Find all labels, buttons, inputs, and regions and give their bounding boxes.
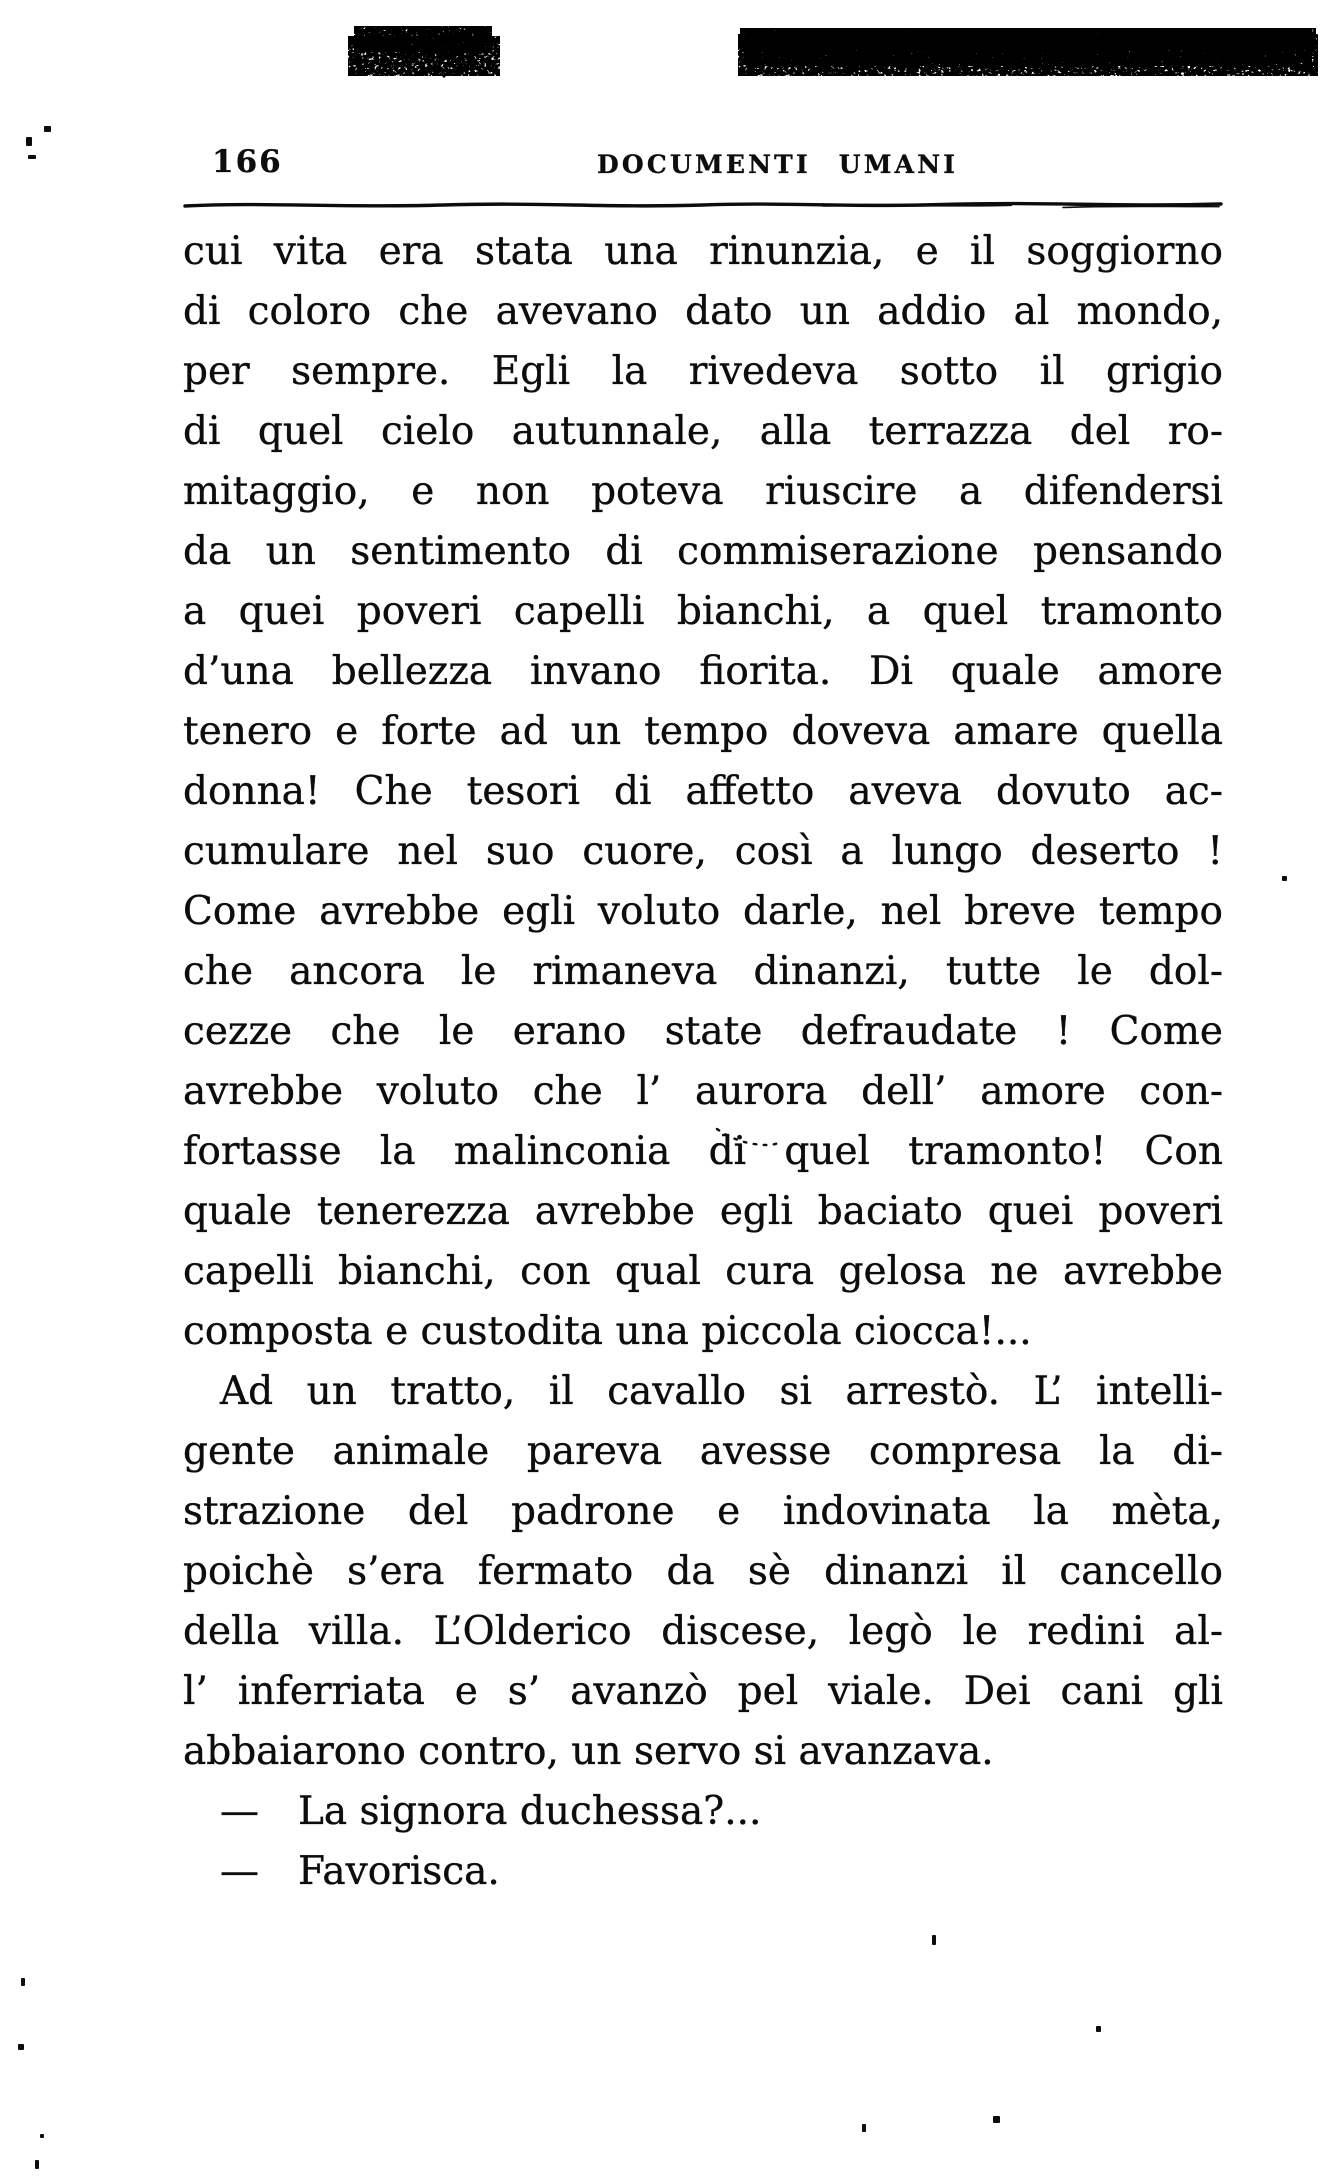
text-line: mitaggio, e non poteva riuscire a difendersi bbox=[183, 469, 1223, 514]
dialogue-line: — La signora duchessa?... bbox=[220, 1789, 762, 1834]
dialogue-line: — Favorisca. bbox=[220, 1849, 500, 1894]
text-line: d’una bellezza invano fiorita. Di quale amore bbox=[183, 649, 1223, 694]
text-line: della villa. L’Olderico discese, legò le redini al- bbox=[183, 1609, 1223, 1654]
scan-speck bbox=[21, 1978, 25, 1986]
text-line: l’ inferriata e s’ avanzò pel viale. Dei cani gli bbox=[183, 1669, 1223, 1714]
text-line: di quel cielo autunnale, alla terrazza del ro- bbox=[183, 409, 1223, 454]
running-title: DOCUMENTI UMANI bbox=[597, 150, 959, 179]
ink-scratch-under-aurora bbox=[714, 1126, 786, 1150]
text-line: strazione del padrone e indovinata la mèta, bbox=[183, 1489, 1223, 1534]
scan-speck bbox=[993, 2116, 1000, 2123]
text-line: cumulare nel suo cuore, così a lungo deserto ! bbox=[183, 829, 1223, 874]
scan-speck bbox=[26, 137, 32, 146]
text-line: che ancora le rimaneva dinanzi, tutte le dol- bbox=[183, 949, 1223, 994]
page-number: 166 bbox=[212, 144, 283, 180]
scan-speck bbox=[932, 1935, 936, 1945]
text-line: composta e custodita una piccola ciocca!... bbox=[183, 1309, 1032, 1354]
text-line: da un sentimento di commiserazione pensando bbox=[183, 529, 1223, 574]
text-line: cui vita era stata una rinunzia, e il soggiorno bbox=[183, 229, 1223, 274]
body-text bbox=[183, 222, 1223, 1902]
scan-speck bbox=[28, 155, 36, 159]
text-line: cezze che le erano state defraudate ! Come bbox=[183, 1009, 1223, 1054]
text-line: donna! Che tesori di affetto aveva dovuto ac- bbox=[183, 769, 1223, 814]
ink-smudge-top-right bbox=[738, 20, 1318, 78]
text-line: fortasse la malinconia di quel tramonto! Con bbox=[183, 1129, 1223, 1174]
scan-speck bbox=[1096, 2026, 1101, 2032]
scan-speck bbox=[40, 2134, 44, 2138]
text-line: capelli bianchi, con qual cura gelosa ne avrebbe bbox=[183, 1249, 1223, 1294]
text-line: poichè s’era fermato da sè dinanzi il cancello bbox=[183, 1549, 1223, 1594]
text-line: a quei poveri capelli bianchi, a quel tramonto bbox=[183, 589, 1223, 634]
scan-speck bbox=[1282, 876, 1287, 881]
scan-speck bbox=[18, 2044, 24, 2050]
text-line: tenero e forte ad un tempo doveva amare quella bbox=[183, 709, 1223, 754]
scan-speck bbox=[35, 2160, 39, 2169]
text-line: Ad un tratto, il cavallo si arrestò. L’ intelli- bbox=[220, 1369, 1223, 1414]
scan-speck bbox=[862, 2124, 866, 2132]
text-line: Come avrebbe egli voluto darle, nel breve tempo bbox=[183, 889, 1223, 934]
scan-speck bbox=[44, 126, 51, 132]
text-line: gente animale pareva avesse compresa la di- bbox=[183, 1429, 1223, 1474]
ink-smudge-top-left bbox=[348, 20, 500, 80]
text-line: di coloro che avevano dato un addio al mondo, bbox=[183, 289, 1223, 334]
text-line: abbaiarono contro, un servo si avanzava. bbox=[183, 1729, 994, 1774]
header-rule bbox=[183, 198, 1223, 212]
text-line: per sempre. Egli la rivedeva sotto il grigio bbox=[183, 349, 1223, 394]
text-line: quale tenerezza avrebbe egli baciato quei poveri bbox=[183, 1189, 1223, 1234]
text-line: avrebbe voluto che l’ aurora dell’ amore con- bbox=[183, 1069, 1223, 1114]
